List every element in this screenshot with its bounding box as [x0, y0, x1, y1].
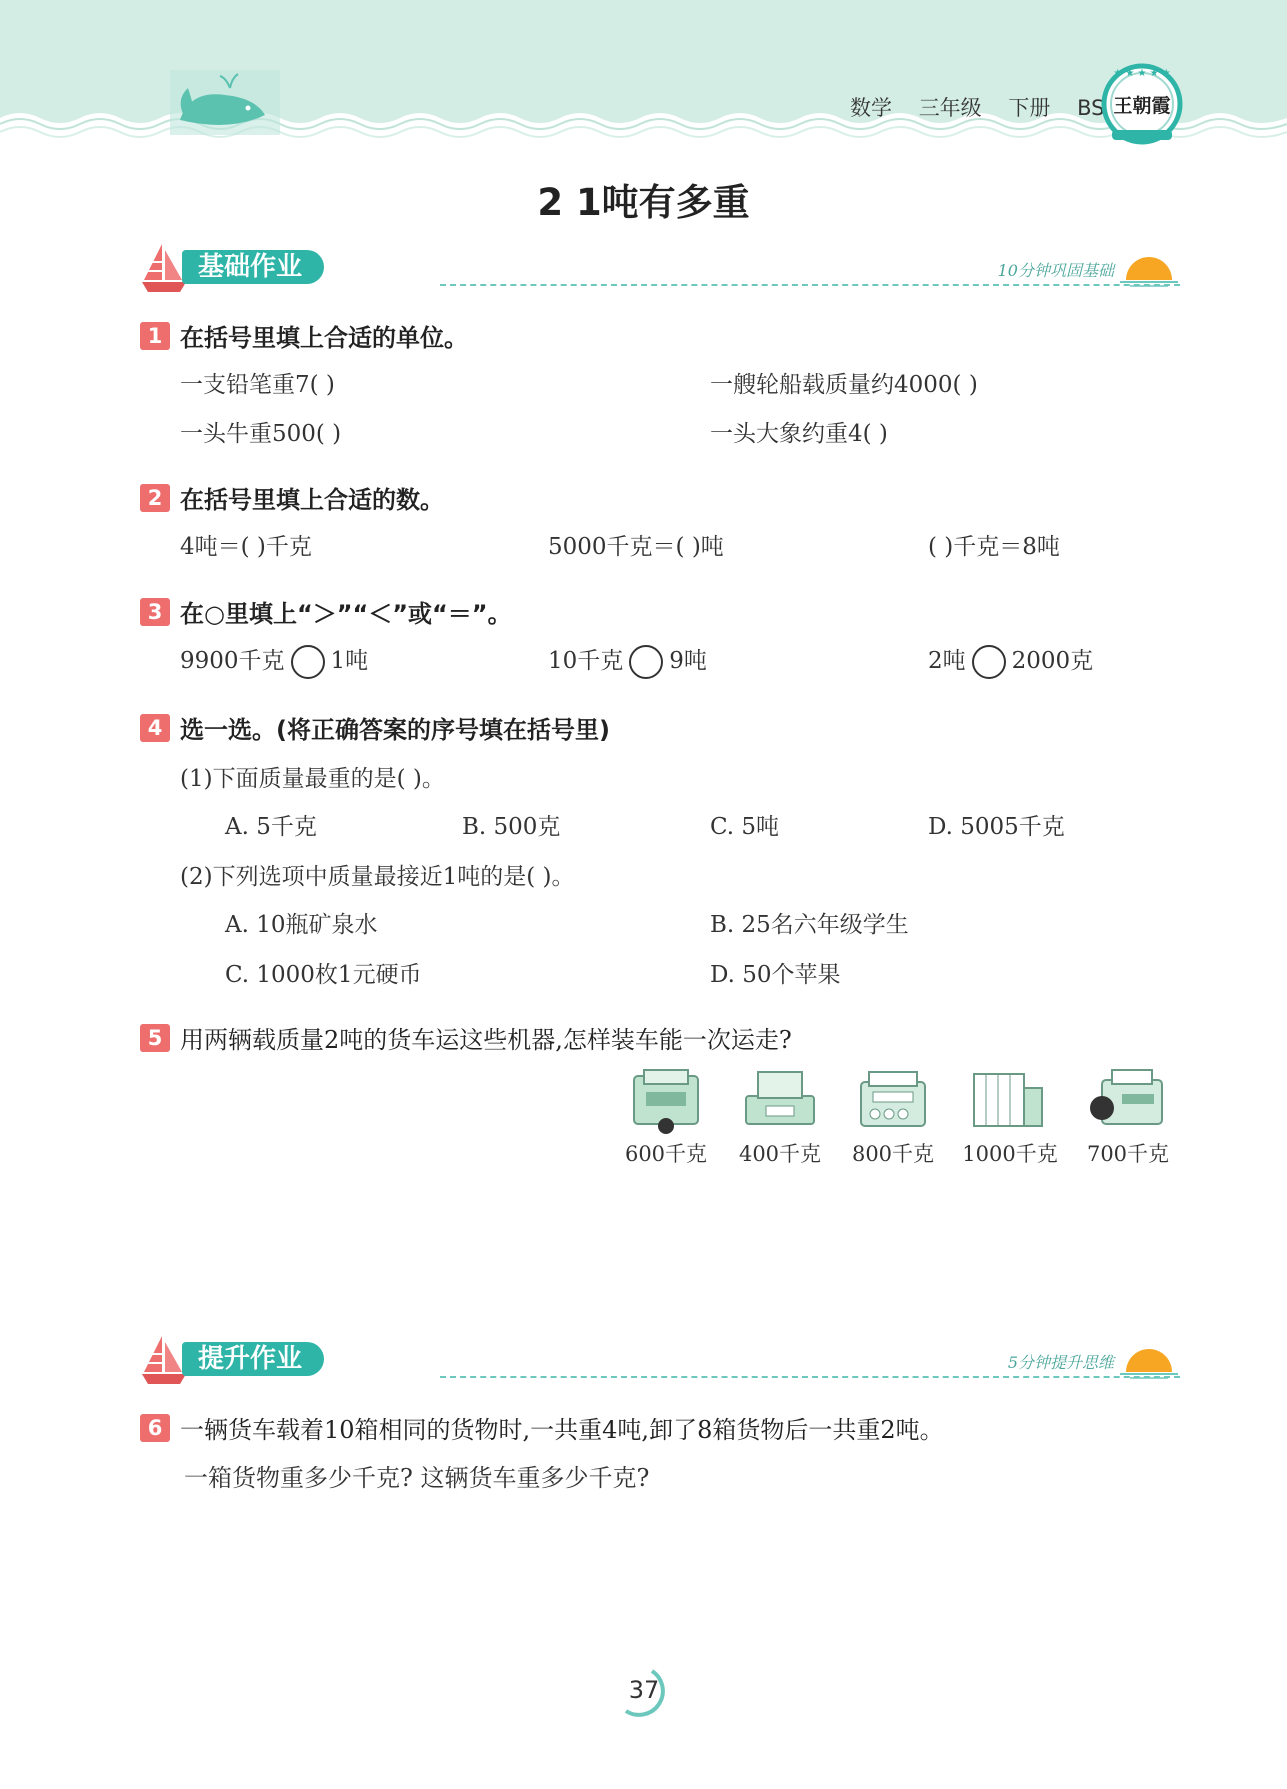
sailboat-icon — [140, 240, 188, 296]
q3-left: 10千克 — [548, 648, 624, 674]
edition-label: BS — [1077, 96, 1105, 120]
q3-right: 9吨 — [669, 648, 707, 674]
machine-weight-label: 700千克 — [1086, 1142, 1170, 1166]
q4-option: B. 25名六年级学生 — [710, 912, 909, 938]
machine-icon — [853, 1066, 933, 1134]
q2-item: 4吨＝( )千克 — [180, 534, 312, 560]
answer-circle[interactable] — [972, 645, 1006, 679]
machine-weight-label: 600千克 — [624, 1142, 708, 1166]
q4-option: C. 5吨 — [710, 814, 780, 840]
q1-item: 一支铅笔重7( ) — [180, 372, 335, 398]
machine-weight-label: 800千克 — [851, 1142, 935, 1166]
q2-item: ( )千克＝8吨 — [928, 534, 1060, 560]
whale-icon — [170, 70, 280, 135]
question-1-heading — [140, 318, 468, 353]
question-text: 在括号里填上合适的单位。 — [180, 324, 468, 352]
q2-item: 5000千克＝( )吨 — [548, 534, 724, 560]
q3-item — [548, 642, 707, 679]
subject-label: 数学 — [850, 96, 892, 120]
svg-text:★ ★ ★ ★ ★: ★ ★ ★ ★ ★ — [1113, 68, 1171, 79]
sunset-icon — [1118, 244, 1180, 288]
page-number: 37 — [628, 1676, 660, 1704]
q4-option: B. 500克 — [462, 814, 561, 840]
question-number: 6 — [140, 1414, 170, 1442]
answer-circle[interactable] — [291, 645, 325, 679]
divider — [440, 284, 1180, 286]
question-text: 一辆货车载着10箱相同的货物时,一共重4吨,卸了8箱货物后一共重2吨。 — [180, 1416, 944, 1444]
q4-option: D. 5005千克 — [928, 814, 1065, 840]
q4-sub2-stem: (2)下列选项中质量最接近1吨的是( )。 — [180, 864, 575, 890]
question-4-heading — [140, 710, 610, 745]
section-subtitle: 5分钟提升思维 — [1007, 1353, 1114, 1372]
machine-weight-label: 400千克 — [738, 1142, 822, 1166]
grade-label: 三年级 — [918, 96, 982, 120]
machine-icon — [968, 1066, 1048, 1134]
section-label: 提升作业 — [182, 1342, 324, 1376]
q4-option: C. 1000枚1元硬币 — [225, 962, 422, 988]
q3-item — [928, 642, 1093, 679]
q4-option: A. 10瓶矿泉水 — [225, 912, 378, 938]
q3-right: 1吨 — [330, 648, 369, 674]
volume-label: 下册 — [1008, 96, 1051, 120]
question-number: 4 — [140, 714, 170, 742]
publisher-logo — [1098, 56, 1186, 148]
machine-icon — [626, 1066, 706, 1134]
answer-circle[interactable] — [629, 645, 663, 679]
q3-item — [180, 642, 368, 679]
book-meta — [850, 92, 1124, 122]
q1-item: 一头大象约重4( ) — [710, 421, 888, 447]
q4-option: D. 50个苹果 — [710, 962, 841, 988]
question-number: 5 — [140, 1024, 170, 1052]
question-2-heading — [140, 480, 444, 515]
q3-left: 2吨 — [928, 648, 966, 674]
q4-option: A. 5千克 — [225, 814, 317, 840]
q3-left: 9900千克 — [180, 648, 285, 674]
section-label: 基础作业 — [182, 250, 324, 284]
sunset-icon — [1118, 1336, 1180, 1380]
question-5-heading — [140, 1020, 792, 1055]
divider — [440, 1376, 1180, 1378]
q4-sub1-stem: (1)下面质量最重的是( )。 — [180, 766, 445, 792]
question-text: 在○里填上“＞”“＜”或“＝”。 — [180, 600, 512, 628]
svg-text:王朝霞: 王朝霞 — [1113, 95, 1171, 117]
question-number: 1 — [140, 322, 170, 350]
machine-icon — [740, 1066, 820, 1134]
question-3-heading — [140, 594, 512, 629]
question-number: 3 — [140, 598, 170, 626]
question-text-continued: 一箱货物重多少千克? 这辆货车重多少千克? — [184, 1464, 650, 1492]
q1-item: 一艘轮船载质量约4000( ) — [710, 372, 978, 398]
section-banner-advanced — [140, 1332, 1180, 1388]
q1-item: 一头牛重500( ) — [180, 421, 342, 447]
q3-right: 2000克 — [1011, 648, 1094, 674]
question-6-heading — [140, 1410, 944, 1445]
page-title: 2 1吨有多重 — [537, 181, 750, 224]
question-text: 在括号里填上合适的数。 — [180, 486, 444, 514]
question-text: 用两辆载质量2吨的货车运这些机器,怎样装车能一次运走? — [180, 1026, 792, 1054]
section-banner-basic — [140, 240, 1180, 296]
section-subtitle: 10分钟巩固基础 — [997, 261, 1114, 280]
machine-weight-label: 1000千克 — [962, 1142, 1058, 1166]
sailboat-icon — [140, 1332, 188, 1388]
question-number: 2 — [140, 484, 170, 512]
machine-icon — [1088, 1066, 1168, 1134]
question-text: 选一选。(将正确答案的序号填在括号里) — [180, 716, 610, 744]
